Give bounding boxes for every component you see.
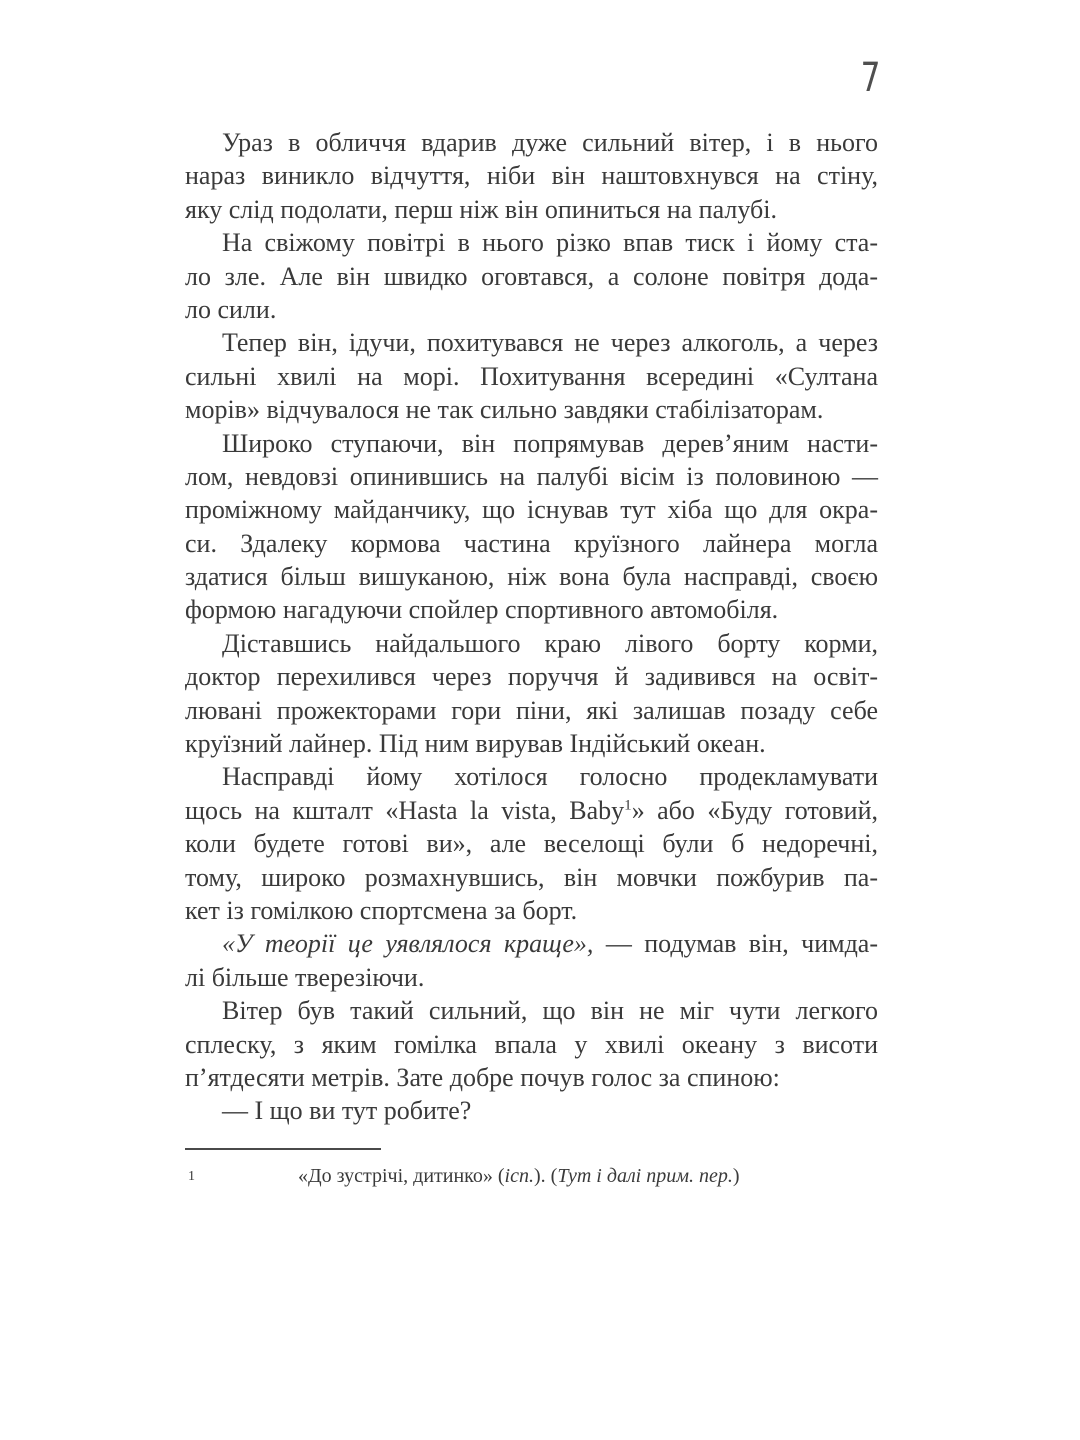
paragraph: [185, 226, 878, 326]
text-segment: Тепер він, ідучи, похитувався не через алкоголь, а через: [222, 328, 878, 358]
text-line: [185, 961, 878, 994]
superscript-ref: 1: [624, 797, 632, 814]
paragraph: [185, 427, 878, 627]
text-segment: проміжному майданчику, що існував тут хіба що для окра-: [185, 495, 878, 525]
text-segment: доктор перехилився через поруччя й задивився на освіт-: [185, 662, 878, 692]
text-line: [185, 260, 878, 293]
footnote-line: [185, 1162, 878, 1191]
text-segment: Тут і далі прим. пер.: [557, 1165, 733, 1187]
text-line: [185, 660, 878, 693]
footnote-marker: 1: [188, 1169, 195, 1184]
text-line: [185, 193, 878, 226]
text-line: [185, 861, 878, 894]
text-line: [185, 794, 878, 827]
text-line: [185, 760, 878, 793]
text-segment: Широко ступаючи, він попрямував дерев’яним насти-: [222, 428, 878, 458]
text-line: [185, 226, 878, 259]
paragraph: [185, 927, 878, 994]
paragraph: [185, 760, 878, 927]
text-line: [185, 994, 878, 1027]
text-line: [185, 460, 878, 493]
text-line: [185, 360, 878, 393]
text-segment: сильні хвилі на морі. Похитування всередині «Султана: [185, 361, 878, 391]
text-line: [185, 527, 878, 560]
paragraph: [185, 627, 878, 761]
text-segment: ло сили.: [185, 294, 277, 324]
footnote-text: [298, 1162, 878, 1190]
text-line: [185, 493, 878, 526]
text-line: [185, 326, 878, 359]
text-segment: лі більше тверезіючи.: [185, 962, 425, 992]
footnote: [185, 1148, 878, 1191]
paragraph: [185, 326, 878, 426]
text-line: [185, 159, 878, 192]
text-line: [185, 627, 878, 660]
text-line: [185, 727, 878, 760]
text-line: [185, 560, 878, 593]
paragraph: [185, 126, 878, 226]
text-segment: нараз виникло відчуття, ніби він наштовхнувся на стіну,: [185, 161, 878, 191]
text-segment: си. Здалеку кормова частина круїзного лайнера могла: [185, 528, 878, 558]
text-line: [185, 827, 878, 860]
text-line: [185, 593, 878, 626]
text-segment: лом, невдовзі опинившись на палубі вісім із половиною —: [185, 461, 878, 491]
text-segment: п’ятдесяти метрів. Зате добре почув голос за спиною:: [185, 1062, 780, 1092]
text-segment: — І що ви тут робите?: [222, 1096, 472, 1126]
text-line: [185, 427, 878, 460]
text-segment: Ураз в обличчя вдарив дуже сильний вітер, і в нього: [222, 128, 878, 157]
text-segment: щось на кшталт «Hasta la vista, Baby: [185, 795, 625, 825]
text-segment: На свіжому повітрі в нього різко впав тиск і йому ста-: [222, 228, 878, 258]
text-segment: ). (: [533, 1165, 558, 1187]
text-line: [185, 894, 878, 927]
text-segment: сплеску, з яким гомілка впала у хвилі океану з висоти: [185, 1029, 878, 1059]
text-segment: тому, широко розмахнувшись, він мовчки пожбурив па-: [185, 862, 878, 892]
text-segment: круїзний лайнер. Під ним вирував Індійський океан.: [185, 729, 766, 759]
text-line: [185, 1028, 878, 1061]
text-line: [185, 393, 878, 426]
text-segment: ): [732, 1165, 740, 1187]
text-segment: Діставшись найдальшого краю лівого борту корми,: [222, 628, 878, 658]
text-segment: формою нагадуючи спойлер спортивного автомобіля.: [185, 595, 779, 625]
paragraph: [185, 994, 878, 1094]
text-segment: — подумав він, чимда-: [593, 929, 878, 959]
text-segment: Насправді йому хотілося голосно продекламувати: [222, 762, 878, 792]
text-segment: Вітер був такий сильний, що він не міг чути легкого: [222, 996, 878, 1026]
text-segment: кет із гомілкою спортсмена за борт.: [185, 895, 578, 925]
text-segment: яку слід подолати, перш ніж він опиниться на палубі.: [185, 194, 777, 224]
text-line: [185, 293, 878, 326]
text-segment: ісп.: [504, 1165, 534, 1187]
text-segment: » або «Буду готовий,: [631, 795, 878, 825]
text-segment: морів» відчувалося не так сильно завдяки стабілізаторам.: [185, 395, 824, 425]
text-line: [185, 694, 878, 727]
text-line: [185, 126, 878, 159]
text-line: [185, 1094, 878, 1127]
text-segment: «У теорії це уявлялося краще»,: [222, 929, 594, 959]
text-block: [185, 126, 878, 1128]
text-line: [185, 927, 878, 960]
page-number: 7: [860, 55, 880, 101]
text-segment: ло зле. Але він швидко оговтався, а солоне повітря дода-: [185, 261, 878, 291]
text-segment: лювані прожекторами гори піни, які залишав позаду себе: [185, 695, 878, 725]
text-segment: здатися більш вишуканою, ніж вона була насправді, своєю: [185, 562, 878, 592]
text-segment: «До зустрічі, дитинко» (: [298, 1165, 505, 1187]
text-segment: коли будете готові ви», але веселощі були б недоречні,: [185, 829, 878, 859]
paragraph: [185, 1094, 878, 1127]
text-line: [185, 1061, 878, 1094]
footnote-rule: [185, 1148, 381, 1150]
